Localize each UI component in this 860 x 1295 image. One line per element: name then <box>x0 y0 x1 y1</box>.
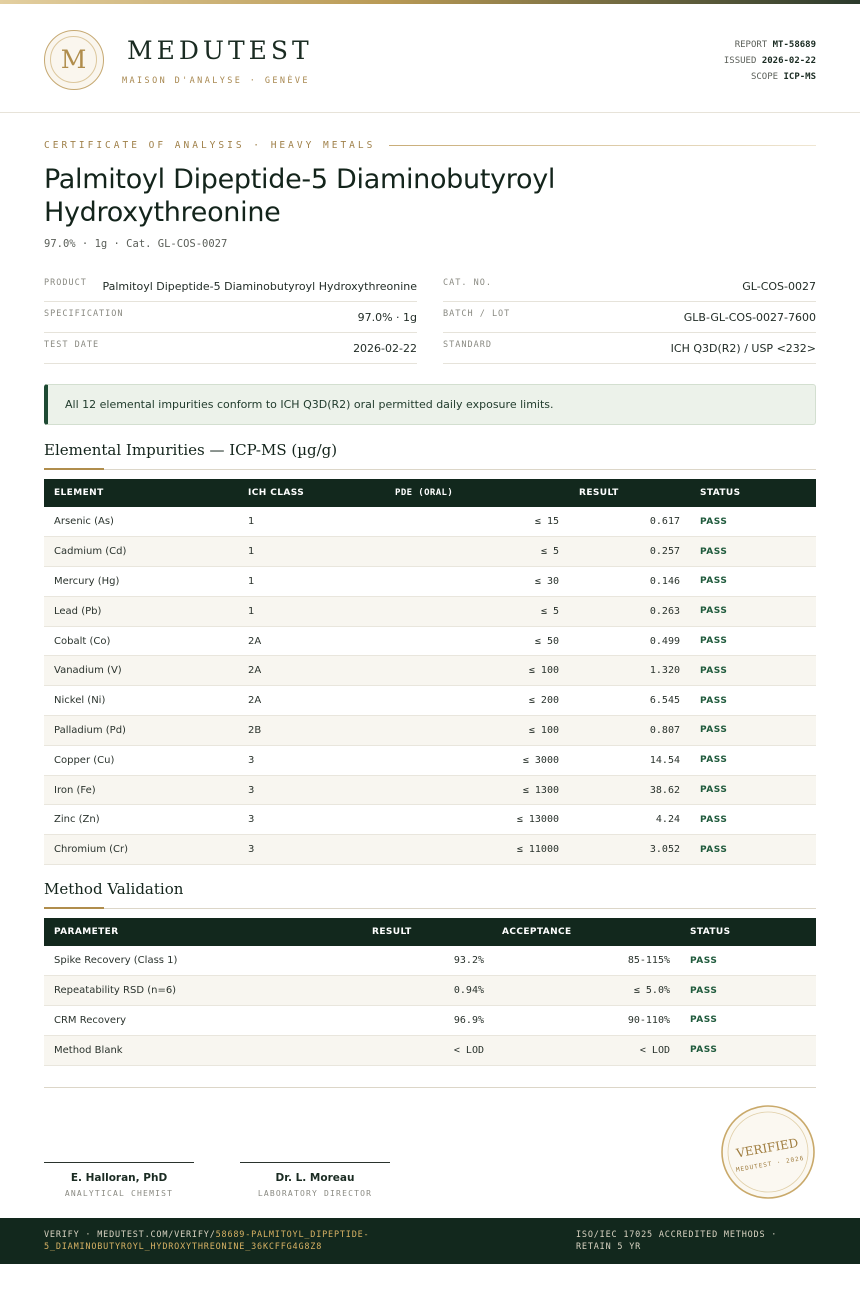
validation-section-title: Method Validation <box>44 880 184 898</box>
table-row <box>44 1006 816 1036</box>
status-badge: PASS <box>680 537 816 567</box>
pde-cell: ≤ 50 <box>485 626 559 656</box>
impurities-section-title: Elemental Impurities — ICP-MS (µg/g) <box>44 441 338 459</box>
result-cell: 1.320 <box>559 656 680 686</box>
result-cell: 14.54 <box>559 745 680 775</box>
certificate-type: CERTIFICATE OF ANALYSIS · HEAVY METALS <box>44 139 376 151</box>
result-cell: 0.263 <box>559 596 680 626</box>
logo-monogram: M <box>50 36 97 83</box>
info-value: ICH Q3D(R2) / USP <232> <box>670 341 816 355</box>
status-badge: PASS <box>670 976 816 1006</box>
issued-date: 2026-02-22 <box>761 56 816 66</box>
scope-value: ICP-MS <box>783 72 816 82</box>
element-cell: Arsenic (As) <box>44 507 238 537</box>
impurities-section-rule <box>44 469 816 470</box>
status-badge: PASS <box>680 716 816 746</box>
table-row <box>44 835 816 865</box>
column-header-parameter: PARAMETER <box>54 927 119 937</box>
status-badge: PASS <box>670 1006 816 1036</box>
element-cell: Cobalt (Co) <box>44 626 238 656</box>
ich-class-cell: 1 <box>238 507 395 537</box>
column-header-result: RESULT <box>372 927 412 937</box>
result-cell: 6.545 <box>559 686 680 716</box>
brand-name: MEDUTEST <box>127 36 313 65</box>
validation-header-row <box>44 918 816 946</box>
column-header-pde: PDE (ORAL) <box>395 488 454 498</box>
result-cell: 4.24 <box>559 805 680 835</box>
acceptance-cell: < LOD <box>484 1035 670 1065</box>
report-number-row <box>724 37 816 53</box>
info-value: 97.0% · 1g <box>357 310 417 324</box>
result-cell: 38.62 <box>559 775 680 805</box>
result-cell: 0.499 <box>559 626 680 656</box>
product-info-right <box>443 271 816 364</box>
info-row-product <box>44 271 417 302</box>
status-badge: PASS <box>680 567 816 597</box>
ich-class-cell: 1 <box>238 596 395 626</box>
seal-text-sub: MEDUTEST · 2026 <box>735 1154 805 1174</box>
report-meta <box>724 37 816 85</box>
ich-class-cell: 3 <box>238 745 395 775</box>
result-cell: < LOD <box>362 1035 484 1065</box>
verified-seal <box>720 1104 816 1200</box>
pde-cell: ≤ 5 <box>485 596 559 626</box>
parameter-cell: CRM Recovery <box>44 1006 362 1036</box>
status-badge: PASS <box>680 686 816 716</box>
pde-cell: ≤ 11000 <box>485 835 559 865</box>
ich-class-cell: 1 <box>238 537 395 567</box>
table-row <box>44 686 816 716</box>
brand-logo <box>44 30 104 90</box>
pde-cell: ≤ 100 <box>485 656 559 686</box>
acceptance-cell: 85-115% <box>484 946 670 976</box>
pde-cell: ≤ 5 <box>485 537 559 567</box>
report-header <box>0 4 860 113</box>
column-header-status: STATUS <box>700 488 741 498</box>
table-row <box>44 775 816 805</box>
ich-class-cell: 3 <box>238 805 395 835</box>
pde-cell: ≤ 100 <box>485 716 559 746</box>
table-row <box>44 946 816 976</box>
status-badge: PASS <box>680 626 816 656</box>
result-cell: 96.9% <box>362 1006 484 1036</box>
result-cell: 0.807 <box>559 716 680 746</box>
table-row <box>44 596 816 626</box>
certificate-eyebrow <box>44 138 816 152</box>
parameter-cell: Repeatability RSD (n=6) <box>44 976 362 1006</box>
info-row-test-date <box>44 333 417 364</box>
validation-section-rule <box>44 908 816 909</box>
info-label: STANDARD <box>443 340 492 350</box>
info-row-specification <box>44 302 417 333</box>
status-badge: PASS <box>680 656 816 686</box>
product-info-left <box>44 271 417 364</box>
impurities-body <box>44 507 816 865</box>
status-badge: PASS <box>680 507 816 537</box>
info-row-batch <box>443 302 816 333</box>
acceptance-cell: ≤ 5.0% <box>484 976 670 1006</box>
result-cell: 93.2% <box>362 946 484 976</box>
status-badge: PASS <box>680 775 816 805</box>
table-row <box>44 656 816 686</box>
info-label: BATCH / LOT <box>443 309 511 319</box>
accreditation-note: ISO/IEC 17025 ACCREDITED METHODS · RETAIN 5 YR <box>576 1230 778 1252</box>
column-header-status: STATUS <box>690 927 731 937</box>
verify-prefix: VERIFY · MEDUTEST.COM/VERIFY/ <box>44 1230 216 1240</box>
info-label: TEST DATE <box>44 340 100 350</box>
element-cell: Chromium (Cr) <box>44 835 238 865</box>
table-row <box>44 507 816 537</box>
pde-cell: ≤ 1300 <box>485 775 559 805</box>
status-badge: PASS <box>670 946 816 976</box>
signature-role: ANALYTICAL CHEMIST <box>64 1189 174 1198</box>
scope-label: SCOPE <box>750 72 779 82</box>
parameter-cell: Spike Recovery (Class 1) <box>44 946 362 976</box>
table-row <box>44 976 816 1006</box>
impurities-header-row <box>44 479 816 507</box>
signature-divider <box>44 1087 816 1088</box>
status-badge: PASS <box>680 805 816 835</box>
table-row <box>44 1035 816 1065</box>
parameter-cell: Method Blank <box>44 1035 362 1065</box>
report-number: MT-58689 <box>772 40 816 50</box>
scope-row <box>724 69 816 85</box>
ich-class-cell: 2A <box>238 626 395 656</box>
element-cell: Lead (Pb) <box>44 596 238 626</box>
result-cell: 0.94% <box>362 976 484 1006</box>
product-title-line-1: Palmitoyl Dipeptide-5 Diaminobutyroyl <box>44 164 556 195</box>
element-cell: Mercury (Hg) <box>44 567 238 597</box>
result-cell: 0.257 <box>559 537 680 567</box>
status-badge: PASS <box>680 745 816 775</box>
element-cell: Copper (Cu) <box>44 745 238 775</box>
status-badge: PASS <box>680 596 816 626</box>
info-value: 2026-02-22 <box>353 341 417 355</box>
element-cell: Iron (Fe) <box>44 775 238 805</box>
product-title-line-2: Hydroxythreonine <box>44 197 281 228</box>
element-cell: Nickel (Ni) <box>44 686 238 716</box>
seal-text-main: VERIFIED <box>735 1135 800 1161</box>
issued-date-label: ISSUED <box>723 56 757 66</box>
info-value: GL-COS-0027 <box>742 279 816 293</box>
product-subtitle: 97.0% · 1g · Cat. GL-COS-0027 <box>44 238 228 250</box>
column-header-result: RESULT <box>579 488 619 498</box>
signature-director <box>240 1162 390 1198</box>
verify-info <box>44 1229 414 1253</box>
pde-cell: ≤ 15 <box>485 507 559 537</box>
pde-cell: ≤ 30 <box>485 567 559 597</box>
signature-name: Dr. L. Moreau <box>275 1172 355 1184</box>
ich-class-cell: 2A <box>238 686 395 716</box>
impurities-table <box>44 479 816 865</box>
column-header-acceptance: ACCEPTANCE <box>502 927 572 937</box>
eyebrow-divider <box>389 145 816 146</box>
info-label: CAT. NO. <box>443 278 492 288</box>
report-number-label: REPORT <box>734 40 768 50</box>
report-footer <box>0 1218 860 1264</box>
brand-tagline: MAISON D'ANALYSE · GENÈVE <box>122 76 310 86</box>
status-badge: PASS <box>680 835 816 865</box>
element-cell: Palladium (Pd) <box>44 716 238 746</box>
ich-class-cell: 1 <box>238 567 395 597</box>
info-row-standard <box>443 333 816 364</box>
pde-cell: ≤ 13000 <box>485 805 559 835</box>
validation-table <box>44 918 816 1066</box>
result-cell: 0.617 <box>559 507 680 537</box>
conformance-banner: All 12 elemental impurities conform to ICH Q3D(R2) oral permitted daily exposure limits. <box>44 384 816 425</box>
info-label: PRODUCT <box>44 278 87 288</box>
column-header-element: ELEMENT <box>54 488 104 498</box>
element-cell: Zinc (Zn) <box>44 805 238 835</box>
signature-analyst <box>44 1162 194 1198</box>
product-title <box>44 163 664 229</box>
info-value: Palmitoyl Dipeptide-5 Diaminobutyroyl Hydroxythreonine <box>102 279 417 293</box>
table-row <box>44 537 816 567</box>
info-value: GLB-GL-COS-0027-7600 <box>683 310 816 324</box>
ich-class-cell: 2B <box>238 716 395 746</box>
table-row <box>44 567 816 597</box>
table-row <box>44 745 816 775</box>
table-row <box>44 716 816 746</box>
info-label: SPECIFICATION <box>44 309 124 319</box>
table-row <box>44 626 816 656</box>
element-cell: Vanadium (V) <box>44 656 238 686</box>
result-cell: 0.146 <box>559 567 680 597</box>
ich-class-cell: 3 <box>238 775 395 805</box>
acceptance-cell: 90-110% <box>484 1006 670 1036</box>
element-cell: Cadmium (Cd) <box>44 537 238 567</box>
pde-cell: ≤ 3000 <box>485 745 559 775</box>
column-header-ich-class: ICH CLASS <box>248 488 305 498</box>
result-cell: 3.052 <box>559 835 680 865</box>
status-badge: PASS <box>670 1035 816 1065</box>
validation-body <box>44 946 816 1065</box>
info-row-cat-no <box>443 271 816 302</box>
signature-name: E. Halloran, PhD <box>70 1172 168 1184</box>
ich-class-cell: 3 <box>238 835 395 865</box>
pde-cell: ≤ 200 <box>485 686 559 716</box>
ich-class-cell: 2A <box>238 656 395 686</box>
signature-role: LABORATORY DIRECTOR <box>257 1189 373 1198</box>
issued-date-row <box>724 53 816 69</box>
table-row <box>44 805 816 835</box>
verify-link[interactable]: 58689-PALMITOYL_DIPEPTIDE-5_DIAMINOBUTYROYL_HYDROXYTHREONINE_36KCFFG4G8Z8 <box>44 1230 370 1252</box>
